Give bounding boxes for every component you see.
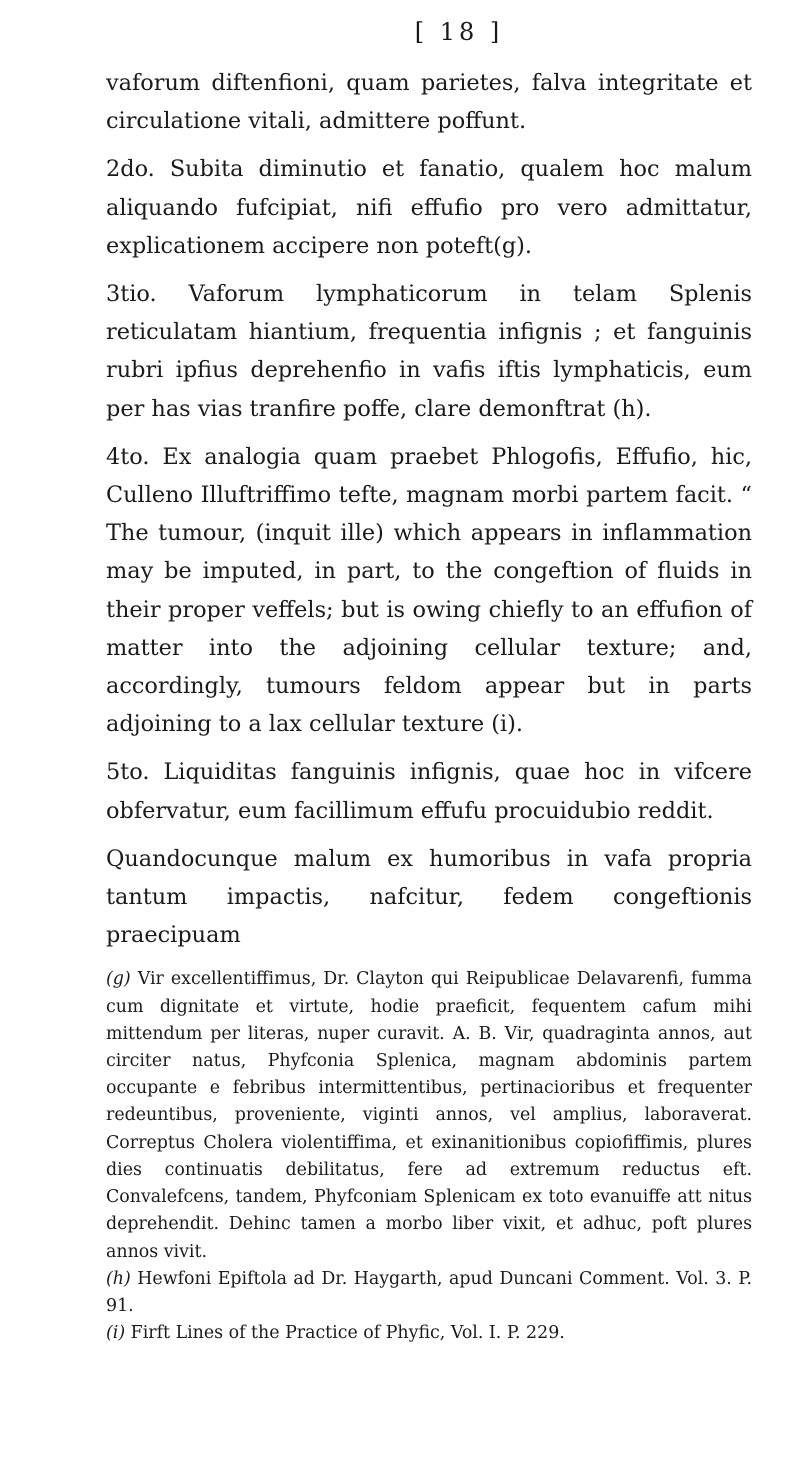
footnote-text: Firft Lines of the Practice of Phyfic, Vol. I. P. 229.: [130, 1323, 565, 1344]
footnote-g: [106, 966, 752, 1265]
body-text: [106, 64, 752, 954]
page-number: [ 18 ]: [414, 18, 504, 46]
paragraph-4to: 4to. Ex analogia quam praebet Phlogofis, Effufio, hic, Culleno Illuftriffimo tefte, magnam morbi partem facit. “ The tumour, (inquit ille) which appears in inflammation may be imputed, in part, to the congeftion of fluids in their proper veffels; but is owing chiefly to an effufion of matter into the adjoining cellular texture; and, accordingly, tumours feldom appear but in parts adjoining to a lax cellular texture (i).: [106, 443, 752, 738]
paragraph-quandocunque: Quandocunque malum ex humoribus in vafa propria tantum impactis, nafcitur, fedem congeftionis praecipuam: [106, 845, 752, 949]
footnote-text: Vir excellentiffimus, Dr. Clayton qui Reipublicae Delavarenfi, fumma cum dignitate et virtute, hodie praeficit, fequentem cafum mihi mittendum per literas, nuper curavit. A. B. Vir, quadraginta annos, aut circiter natus, Phyfconia Splenica, magnam abdominis partem occupante e febribus intermittentibus, pertinacioribus et frequenter redeuntibus, proveniente, viginti annos, vel amplius, laboraverat. Correptus Cholera violentiffima, et exinanitionibus copiofiffimis, plures dies continuatis debilitatus, fere ad extremum reductus eft. Convalefcens, tandem, Phyfconiam Splenicam ex toto evanuiffe att nitus deprehendit. Dehinc tamen a morbo liber vixit, et adhuc, poft plures annos vivit.: [106, 969, 752, 1262]
footnote-h: [106, 1266, 752, 1320]
footnote-i: [106, 1320, 752, 1347]
footnote-text: Hewfoni Epiftola ad Dr. Haygarth, apud Duncani Comment. Vol. 3. P. 91.: [106, 1268, 752, 1316]
footnote-mark: (i): [106, 1323, 126, 1344]
footnotes: [106, 966, 752, 1347]
footnote-mark: (g): [106, 969, 131, 990]
paragraph-2do: 2do. Subita diminutio et fanatio, qualem hoc malum aliquando fufcipiat, nifi effufio pro vero admittatur, explicationem accipere non poteft(g).: [106, 156, 752, 259]
paragraph-continuation: vaforum diftenfioni, quam parietes, falva integritate et circulatione vitali, admittere poffunt.: [106, 70, 752, 135]
paragraph-5to: 5to. Liquiditas fanguinis infignis, quae hoc in vifcere obfervatur, eum facillimum effufu procuidubio reddit.: [106, 759, 752, 824]
footnote-mark: (h): [106, 1268, 131, 1289]
paragraph-3tio: 3tio. Vaforum lymphaticorum in telam Splenis reticulatam hiantium, frequentia infignis ; et fanguinis rubri ipfius deprehenfio in vafis iftis lymphaticis, eum per has vias tranfire poffe, clare demonftrat (h).: [106, 281, 752, 422]
